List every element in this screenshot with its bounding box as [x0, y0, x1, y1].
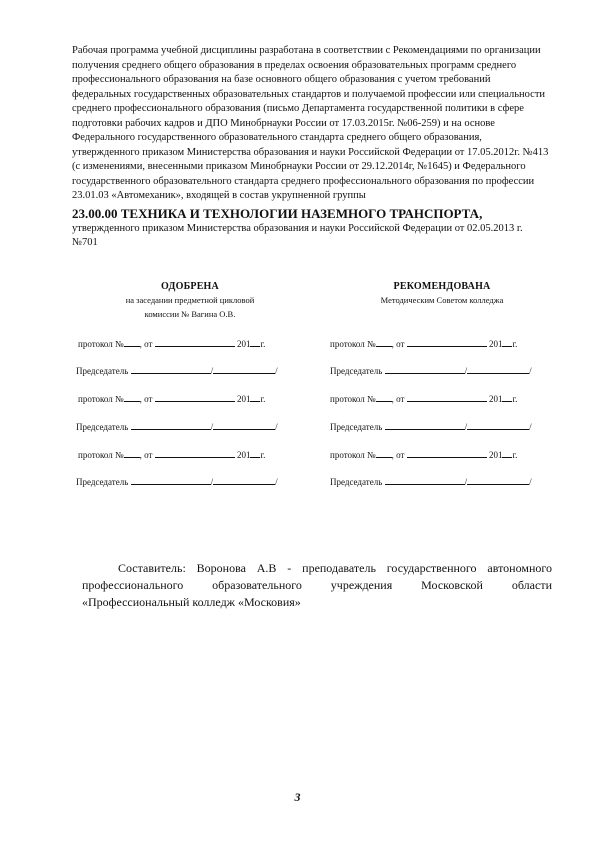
- chair-row: [76, 364, 278, 376]
- protocol-row: [78, 337, 265, 349]
- intro-paragraph: Рабочая программа учебной дисциплины разработана в соответствии с Рекомендациями по организации получения среднего общего образования в пределах освоения образовательных программ среднего профессионального образования на базе основного общего образования с учетом требований федеральных государственных образовательных стандартов и получаемой профессии или специальности среднего профессионального образования (письмо Департамента государственной политики в сфере подготовки рабочих кадров и ДПО Минобрнауки России от 17.03.2015г. №06-259) и на основе Федерального государственного образовательного стандарта среднего общего образования, утвержденного приказом Министерства образования и науки Российской Федерации от 17.05.2012г. №413 (с изменениями, внесенными приказом Минобрнауки России от 29.12.2014г, №1645) и Федерального государственного образовательного стандарта среднего профессионального образования по профессии 23.01.03 «Автомеханик», входящей в состав укрупненной группы: [72, 45, 549, 201]
- protocol-label: протокол №: [330, 450, 376, 460]
- blank-line: [376, 448, 392, 458]
- blank-line: [502, 448, 512, 458]
- blank-line: [124, 448, 140, 458]
- chair-slash-end: /: [275, 477, 278, 487]
- protocol-from-label: , от: [139, 339, 155, 349]
- protocol-row: [78, 448, 265, 460]
- blank-line: [385, 475, 465, 485]
- page-number: 3: [294, 790, 301, 804]
- protocol-year: 201: [234, 339, 251, 349]
- chair-slash: /: [210, 366, 214, 376]
- approval-left-sub2: комиссии № Вагина О.В.: [144, 309, 236, 319]
- blank-line: [407, 392, 487, 402]
- protocol-from-label: , от: [391, 450, 407, 460]
- protocol-label: протокол №: [78, 450, 124, 460]
- chair-slash-end: /: [275, 366, 278, 376]
- blank-line: [250, 337, 260, 347]
- chair-row: [76, 420, 278, 432]
- protocol-year: 201: [486, 339, 503, 349]
- blank-line: [155, 448, 235, 458]
- chair-slash-end: /: [529, 366, 532, 376]
- composer-note: Составитель: Воронова А.В - преподаватель государственного автономного профессионального образовательного учреждения Московской области «Профессиональный колледж «Московия»: [82, 561, 552, 609]
- approval-left-sub1: на заседании предметной цикловой: [125, 295, 255, 305]
- blank-line: [124, 392, 140, 402]
- chair-slash: /: [464, 477, 468, 487]
- blank-line: [155, 392, 235, 402]
- chair-label: Председатель: [330, 422, 385, 432]
- protocol-label: протокол №: [330, 394, 376, 404]
- protocol-row: [78, 392, 265, 404]
- intro-after: утвержденного приказом Министерства образования и науки Российской Федерации от 02.05.2013 г. №701: [72, 222, 523, 248]
- chair-row: [330, 420, 532, 432]
- protocol-year-suffix: г.: [512, 450, 518, 460]
- chair-slash: /: [210, 477, 214, 487]
- protocol-year-suffix: г.: [260, 394, 266, 404]
- chair-label: Председатель: [76, 422, 131, 432]
- blank-line: [502, 337, 512, 347]
- chair-row: [330, 364, 532, 376]
- blank-line: [464, 475, 529, 487]
- protocol-row: [330, 448, 517, 460]
- blank-line: [210, 420, 275, 432]
- protocol-year: 201: [234, 450, 251, 460]
- chair-slash: /: [210, 422, 214, 432]
- protocol-year-suffix: г.: [260, 339, 266, 349]
- chair-label: Председатель: [76, 366, 131, 376]
- chair-slash: /: [464, 366, 468, 376]
- chair-row: [330, 475, 532, 487]
- blank-line: [131, 475, 211, 485]
- chair-label: Председатель: [330, 366, 385, 376]
- protocol-from-label: , от: [391, 394, 407, 404]
- approval-right-rows: [322, 0, 572, 842]
- chair-slash-end: /: [529, 477, 532, 487]
- chair-label: Председатель: [330, 477, 385, 487]
- blank-line: [124, 337, 140, 347]
- approval-right-title: РЕКОМЕНДОВАНА: [393, 281, 491, 292]
- blank-line: [376, 337, 392, 347]
- blank-line: [385, 364, 465, 374]
- blank-line: [210, 475, 275, 487]
- protocol-year-suffix: г.: [512, 339, 518, 349]
- protocol-row: [330, 337, 517, 349]
- protocol-year-suffix: г.: [260, 450, 266, 460]
- approval-left-rows: [70, 0, 320, 842]
- blank-line: [155, 337, 235, 347]
- chair-slash-end: /: [275, 422, 278, 432]
- protocol-from-label: , от: [139, 394, 155, 404]
- blank-line: [376, 392, 392, 402]
- blank-line: [250, 448, 260, 458]
- protocol-row: [330, 392, 517, 404]
- blank-line: [131, 420, 211, 430]
- blank-line: [385, 420, 465, 430]
- approval-right-sub1: Методическим Советом колледжа: [380, 295, 504, 305]
- program-heading: 23.00.00 ТЕХНИКА И ТЕХНОЛОГИИ НАЗЕМНОГО ТРАНСПОРТА,: [72, 205, 483, 221]
- chair-slash: /: [464, 422, 468, 432]
- blank-line: [502, 392, 512, 402]
- blank-line: [407, 337, 487, 347]
- protocol-from-label: , от: [139, 450, 155, 460]
- chair-label: Председатель: [76, 477, 131, 487]
- protocol-label: протокол №: [330, 339, 376, 349]
- chair-row: [76, 475, 278, 487]
- protocol-label: протокол №: [78, 339, 124, 349]
- approval-left-title: ОДОБРЕНА: [161, 281, 219, 292]
- blank-line: [210, 364, 275, 376]
- blank-line: [464, 364, 529, 376]
- protocol-year-suffix: г.: [512, 394, 518, 404]
- protocol-year: 201: [234, 394, 251, 404]
- blank-line: [250, 392, 260, 402]
- protocol-year: 201: [486, 394, 503, 404]
- protocol-year: 201: [486, 450, 503, 460]
- blank-line: [407, 448, 487, 458]
- protocol-from-label: , от: [391, 339, 407, 349]
- blank-line: [131, 364, 211, 374]
- blank-line: [464, 420, 529, 432]
- chair-slash-end: /: [529, 422, 532, 432]
- protocol-label: протокол №: [78, 394, 124, 404]
